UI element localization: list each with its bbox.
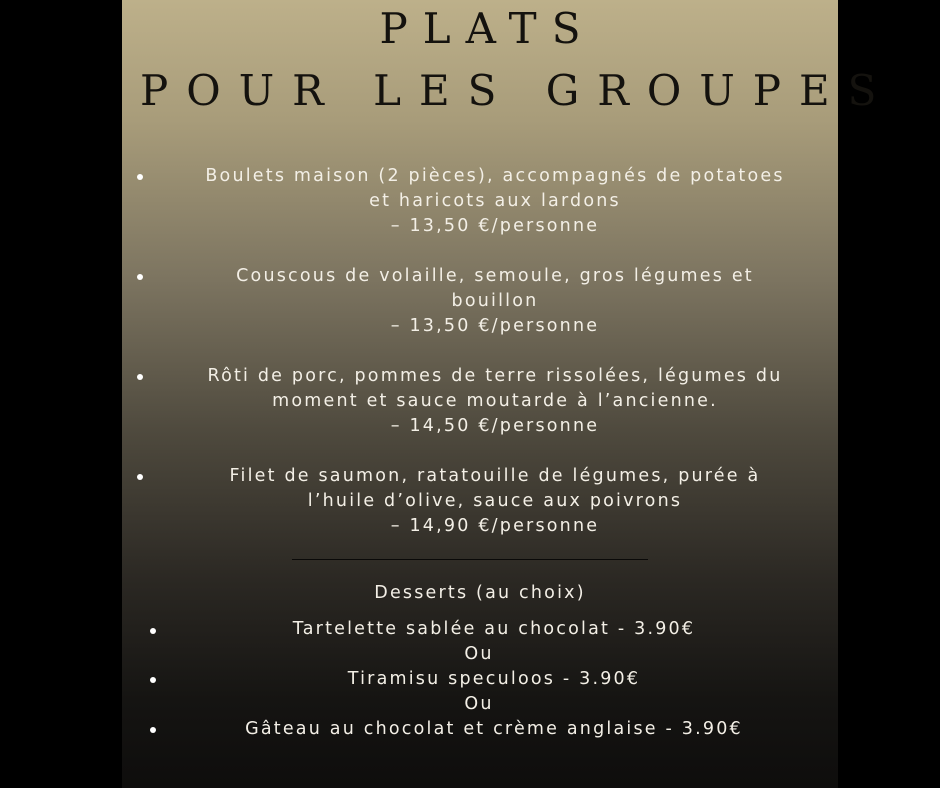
section-divider [292,559,648,560]
dish-price: – 14,90 €/personne [390,516,600,536]
page-title-line1: PLATS [379,4,596,53]
dish-price: – 14,50 €/personne [390,416,600,436]
dish-price: – 13,50 €/personne [390,316,600,336]
dish-description-line2: bouillon [451,291,539,311]
dessert-item: Tartelette sablée au chocolat - 3.90€ [292,619,696,639]
page-title-line2: POUR LES GROUPES [140,66,895,115]
dish-description-line2: l’huile d’olive, sauce aux poivrons [307,491,683,511]
menu-panel [122,0,895,788]
dish-price: – 13,50 €/personne [390,216,600,236]
dish-description-line2: moment et sauce moutarde à l’ancienne. [272,391,718,411]
dish-description-line1: Rôti de porc, pommes de terre rissolées, légumes du [207,366,783,386]
dessert-item: Gâteau au chocolat et crème anglaise - 3.90€ [245,719,743,739]
dish-description-line2: et haricots aux lardons [369,191,621,211]
desserts-heading: Desserts (au choix) [374,583,586,603]
dish-description-line1: Filet de saumon, ratatouille de légumes, purée à [229,466,761,486]
dessert-item: Tiramisu speculoos - 3.90€ [347,669,641,689]
dessert-separator: Ou [464,694,494,714]
dish-description-line1: Couscous de volaille, semoule, gros légumes et [236,266,754,286]
dish-description-line1: Boulets maison (2 pièces), accompagnés de potatoes [205,166,785,186]
dessert-separator: Ou [464,644,494,664]
